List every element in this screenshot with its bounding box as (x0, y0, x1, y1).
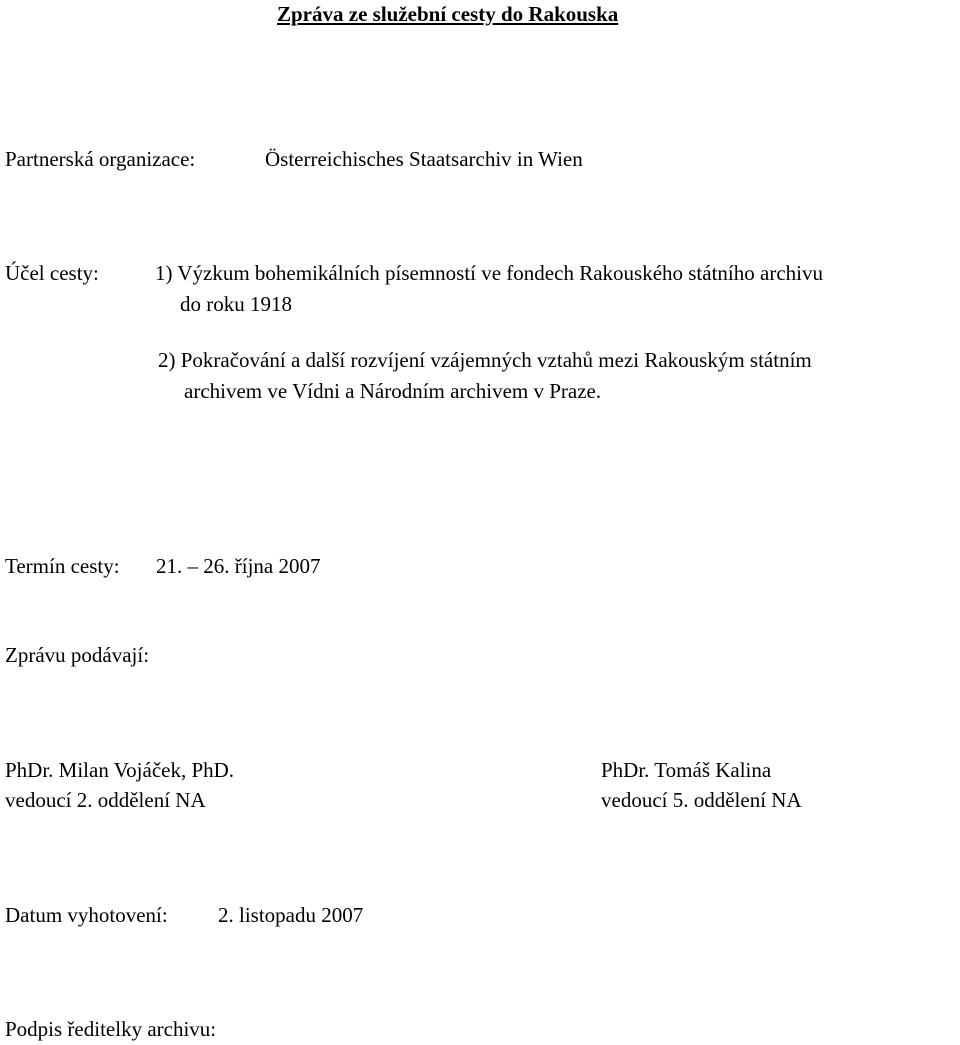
purpose-item-1-line-2: do roku 1918 (180, 292, 292, 316)
purpose-item-2-line-2: archivem ve Vídni a Národním archivem v Praze. (184, 379, 602, 403)
purpose-label: Účel cesty: (5, 261, 99, 285)
page-title: Zpráva ze služební cesty do Rakouska (277, 2, 619, 26)
partner-label: Partnerská organizace: (5, 147, 196, 171)
submitted-by-label: Zprávu podávají: (5, 643, 150, 667)
author-2-role: vedoucí 5. oddělení NA (601, 788, 802, 812)
author-1-role: vedoucí 2. oddělení NA (5, 788, 206, 812)
term-value: 21. – 26. října 2007 (156, 554, 321, 578)
author-1-name: PhDr. Milan Vojáček, PhD. (5, 758, 235, 782)
signature-label: Podpis ředitelky archivu: (5, 1017, 217, 1041)
purpose-item-2-line-1: 2) Pokračování a další rozvíjení vzájemných vztahů mezi Rakouským státním (158, 348, 812, 372)
term-label: Termín cesty: (5, 554, 120, 578)
author-2-name: PhDr. Tomáš Kalina (601, 758, 772, 782)
date-value: 2. listopadu 2007 (218, 903, 364, 927)
partner-value: Österreichisches Staatsarchiv in Wien (265, 147, 583, 171)
date-label: Datum vyhotovení: (5, 903, 168, 927)
purpose-item-1-line-1: 1) Výzkum bohemikálních písemností ve fondech Rakouského státního archivu (155, 261, 823, 285)
